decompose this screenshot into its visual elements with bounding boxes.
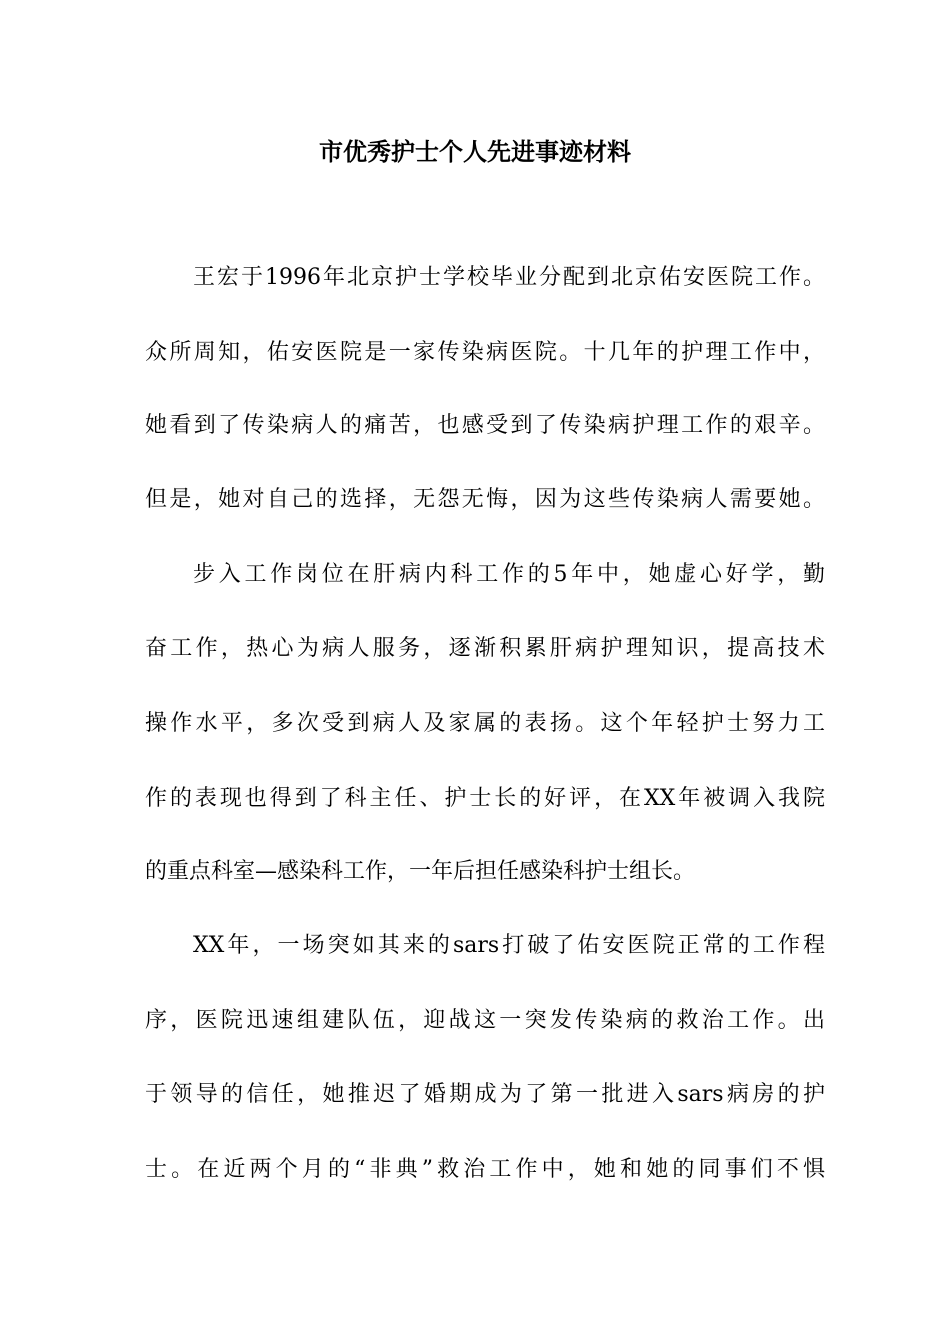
paragraph-line: 操作水平，多次受到病人及家属的表扬。这个年轻护士努力工 <box>145 711 825 736</box>
paragraph-line: 作的表现也得到了科主任、护士长的好评，在XX年被调入我院 <box>145 786 825 811</box>
paragraph-line: 她看到了传染病人的痛苦，也感受到了传染病护理工作的艰辛。 <box>145 413 825 438</box>
paragraph-line: XX年，一场突如其来的sars打破了佑安医院正常的工作程 <box>193 933 825 958</box>
paragraph-line: 王宏于1996年北京护士学校毕业分配到北京佑安医院工作。 <box>193 265 825 290</box>
paragraph-line: 于领导的信任，她推迟了婚期成为了第一批进入sars病房的护 <box>145 1082 825 1107</box>
paragraph-line: 士。在近两个月的“非典”救治工作中，她和她的同事们不惧 <box>145 1157 825 1182</box>
paragraph-line: 序，医院迅速组建队伍，迎战这一突发传染病的救治工作。出 <box>145 1008 825 1033</box>
document-title: 市优秀护士个人先进事迹材料 <box>319 137 631 166</box>
paragraph-line: 众所周知，佑安医院是一家传染病医院。十几年的护理工作中， <box>145 340 825 365</box>
paragraph-line: 的重点科室—感染科工作，一年后担任感染科护士组长。 <box>145 859 696 884</box>
paragraph-line: 奋工作，热心为病人服务，逐渐积累肝病护理知识，提高技术 <box>145 636 825 661</box>
paragraph-line: 但是，她对自己的选择，无怨无悔，因为这些传染病人需要她。 <box>145 487 825 512</box>
paragraph-line: 步入工作岗位在肝病内科工作的5年中，她虚心好学，勤 <box>193 562 825 587</box>
